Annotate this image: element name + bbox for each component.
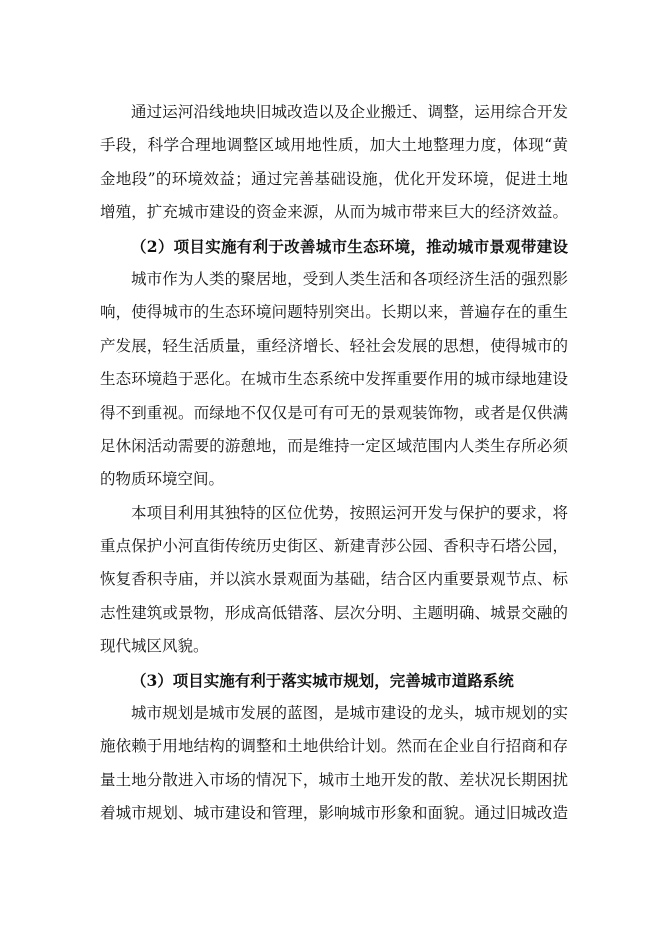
paragraph-line: 志性建筑或景物，形成高低错落、层次分明、主题明确、城景交融的 [100,603,568,622]
section-heading: （3）项目实施有利于落实城市规划，完善城市道路系统 [131,670,514,690]
paragraph-line: 足休闲活动需要的游憩地，而是维持一定区域范围内人类生存所必须 [100,436,568,455]
paragraph-line: 产发展，轻生活质量，重经济增长、轻社会发展的思想，使得城市的 [100,336,568,355]
paragraph-line: 恢复香积寺庙，并以滨水景观面为基础，结合区内重要景观节点、标 [100,570,568,589]
paragraph-line: 城市规划是城市发展的蓝图，是城市建设的龙头，城市规划的实 [131,704,568,723]
paragraph-line: 响，使得城市的生态环境问题特别突出。长期以来，普遍存在的重生 [100,303,568,322]
paragraph-line: 手段，科学合理地调整区域用地性质，加大土地整理力度，体现“黄 [100,136,568,155]
paragraph-line: 城市作为人类的聚居地，受到人类生活和各项经济生活的强烈影 [131,269,568,288]
paragraph-line: 增殖，扩充城市建设的资金来源，从而为城市带来巨大的经济效益。 [100,203,568,222]
paragraph [100,497,568,664]
paragraph-line: 量土地分散进入市场的情况下，城市土地开发的散、差状况长期困扰 [100,770,568,789]
paragraph-line: 着城市规划、城市建设和管理，影响城市形象和面貌。通过旧城改造 [100,804,568,823]
paragraph [100,96,568,230]
paragraph-line: 生态环境趋于恶化。在城市生态系统中发挥重要作用的城市绿地建设 [100,370,568,389]
paragraph [100,697,568,831]
paragraph-line: 通过运河沿线地块旧城改造以及企业搬迁、调整，运用综合开发 [131,103,568,121]
paragraph-line: 施依赖于用地结构的调整和土地供给计划。然而在企业自行招商和存 [100,737,568,756]
paragraph-line: 重点保护小河直街传统历史街区、新建青莎公园、香积寺石塔公园， [100,537,568,556]
paragraph [100,263,568,497]
document-page [100,96,568,831]
paragraph-line: 本项目利用其独特的区位优势，按照运河开发与保护的要求，将 [131,503,568,522]
paragraph-line: 现代城区风貌。 [100,637,209,656]
section-heading: （2）项目实施有利于改善城市生态环境，推动城市景观带建设 [131,236,568,256]
paragraph-line: 金地段”的环境效益；通过完善基础设施，优化开发环境，促进土地 [100,169,568,188]
paragraph-line: 得不到重视。而绿地不仅仅是可有可无的景观装饰物，或者是仅供满 [100,403,568,422]
paragraph-line: 的物质环境空间。 [100,470,225,489]
